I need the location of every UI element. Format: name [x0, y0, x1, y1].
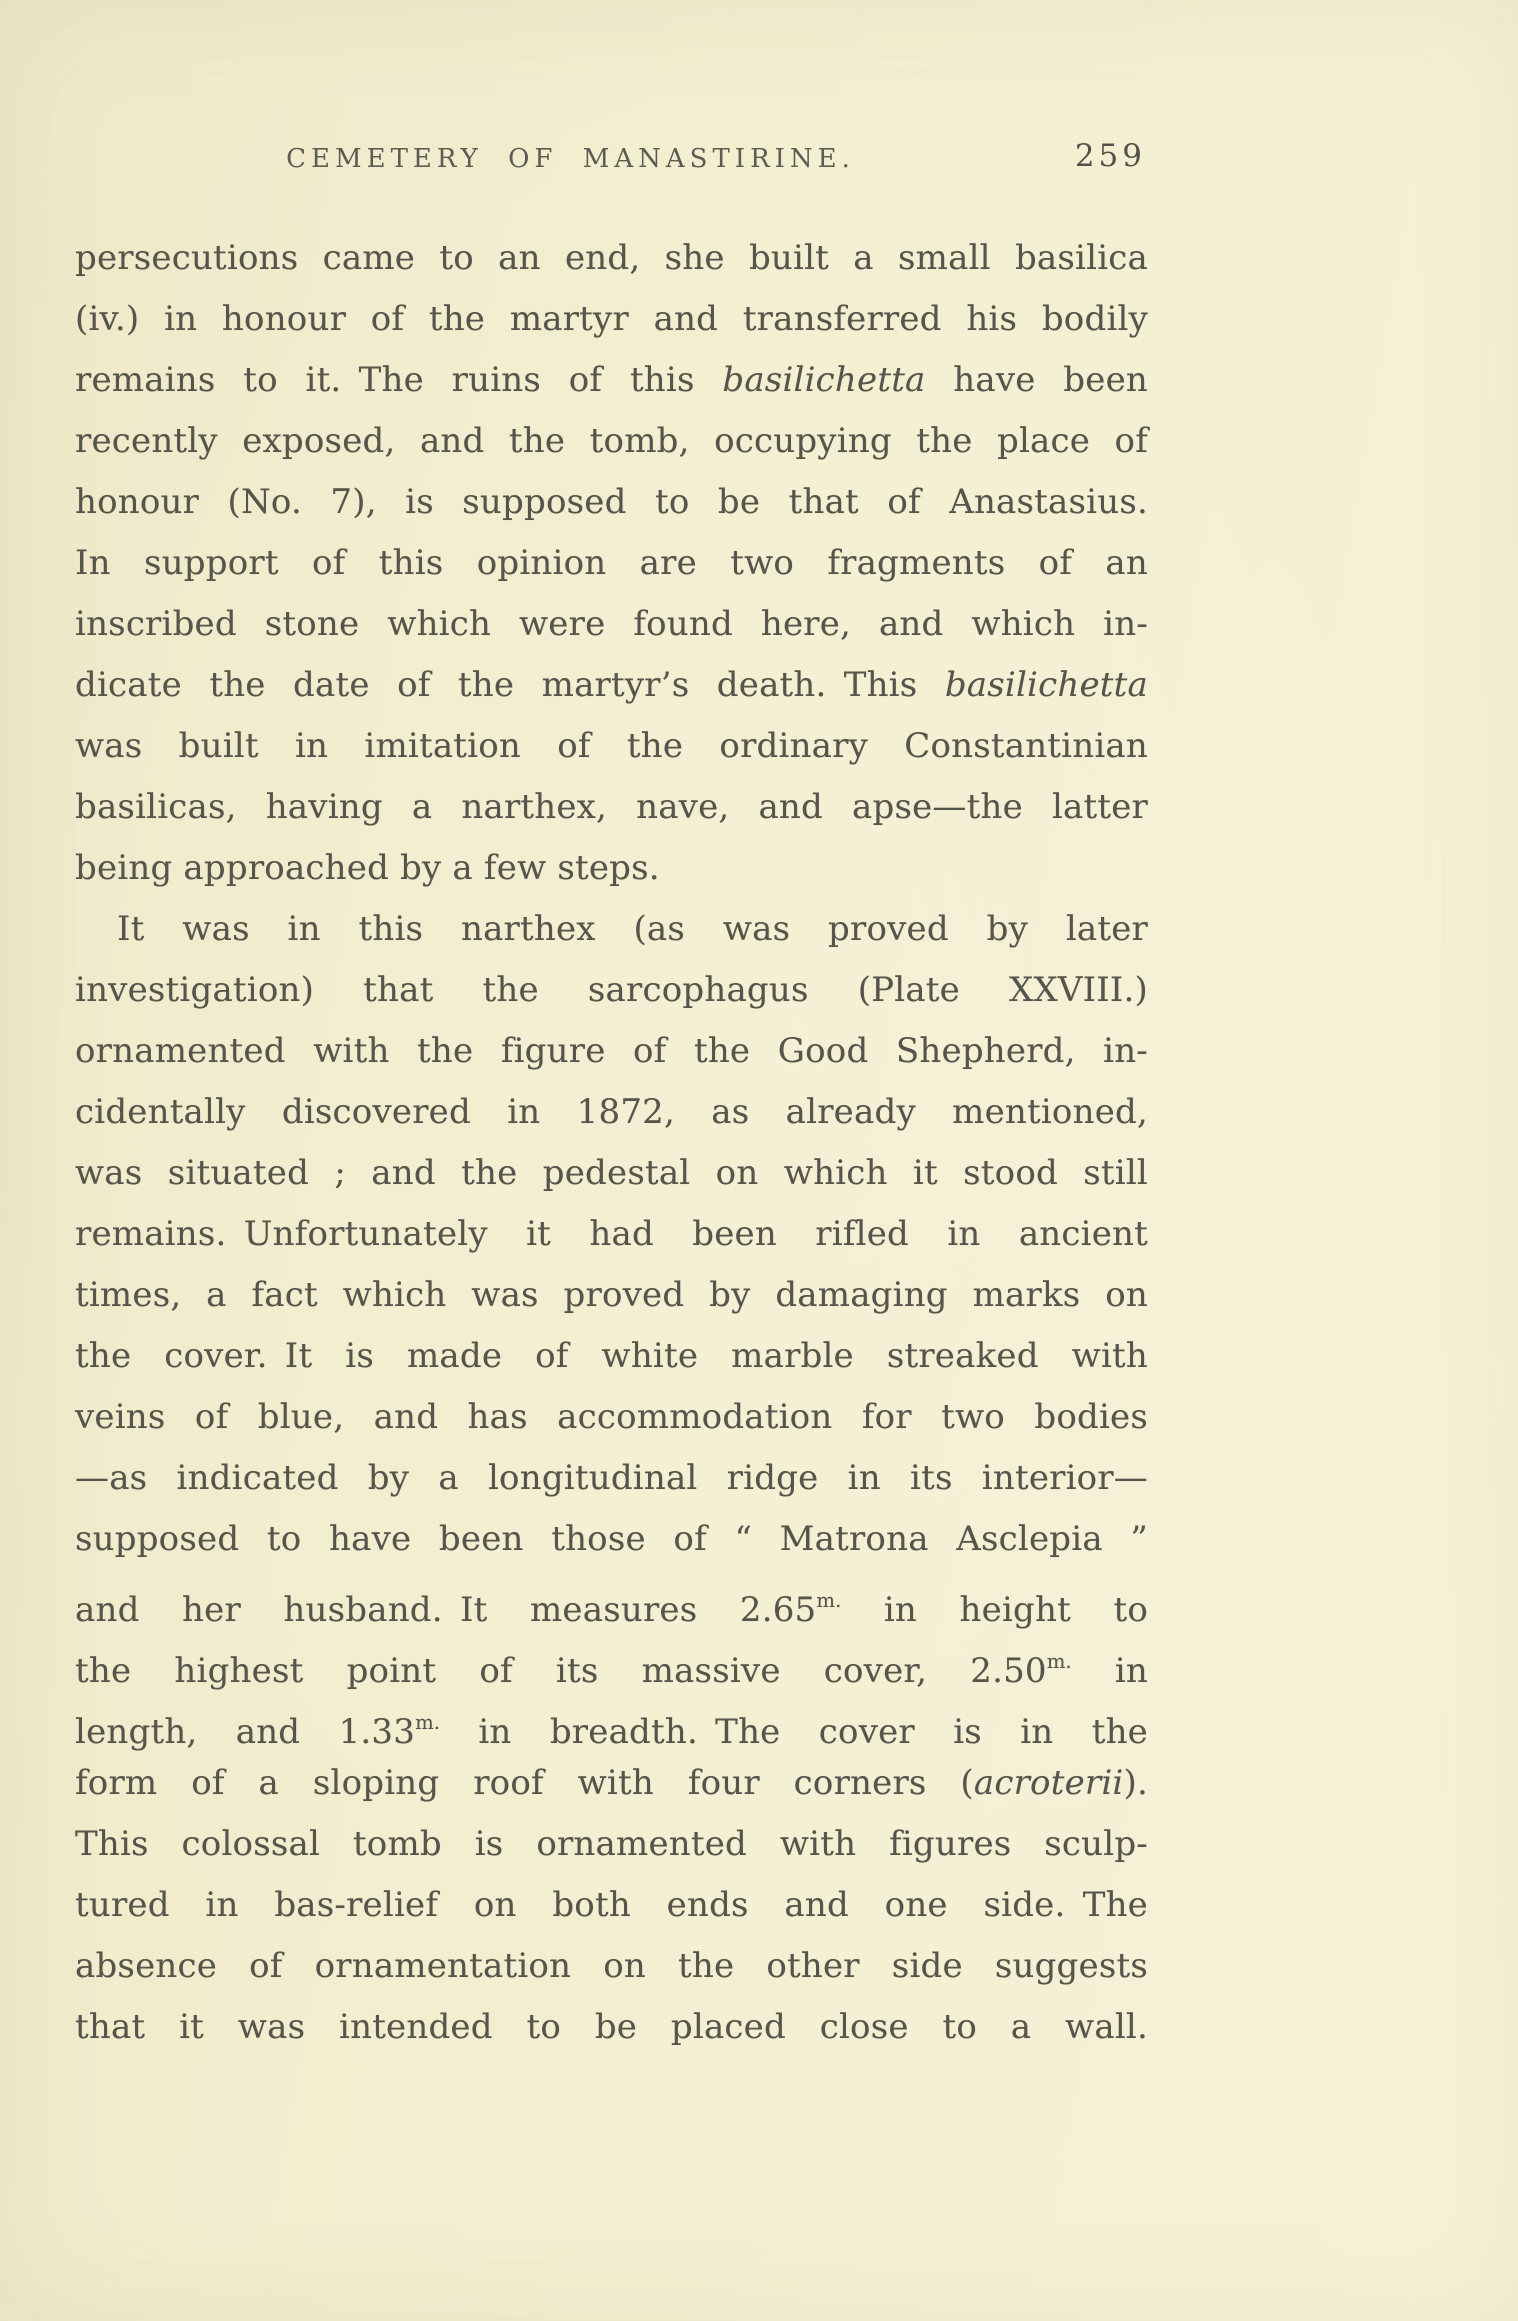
superscript-unit: m. [816, 1589, 842, 1612]
text-line [75, 1387, 1148, 1448]
text-segment: was built in imitation of the ordinary Constantinian [75, 726, 1148, 766]
text-line [75, 289, 1148, 350]
text-line [75, 1753, 1148, 1814]
text-line [75, 655, 1148, 716]
paragraph [75, 228, 1148, 899]
text-segment: times, a fact which was proved by damaging marks on [75, 1275, 1148, 1315]
text-line [75, 1814, 1148, 1875]
text-segment: supposed to have been those of “ Matrona Asclepia ” [75, 1519, 1148, 1559]
text-line [75, 716, 1148, 777]
text-segment: inscribed stone which were found here, and which in- [75, 604, 1148, 644]
text-segment: cidentally discovered in 1872, as already mentioned, [75, 1092, 1148, 1132]
page-body [75, 228, 1148, 2058]
text-line [75, 1265, 1148, 1326]
superscript-unit: m. [415, 1711, 441, 1734]
text-segment: honour (No. 7), is supposed to be that of Anastasius. [75, 482, 1148, 522]
text-line [75, 1875, 1148, 1936]
text-segment: recently exposed, and the tomb, occupying the place of [75, 421, 1148, 461]
text-segment: the highest point of its massive cover, 2.50 [75, 1651, 1047, 1691]
text-segment: ). [1123, 1763, 1148, 1803]
text-segment: was situated ; and the pedestal on which it stood still [75, 1153, 1148, 1193]
superscript-unit: m. [1046, 1650, 1072, 1673]
italic-text: basilichetta [944, 665, 1148, 705]
page-header [75, 138, 1148, 184]
text-segment: and her husband. It measures 2.65 [75, 1590, 817, 1630]
text-line [75, 350, 1148, 411]
text-segment: that it was intended to be placed close to a wall. [75, 2007, 1148, 2047]
text-line [75, 1326, 1148, 1387]
text-line [75, 777, 1148, 838]
text-segment: basilicas, having a narthex, nave, and apse—the latter [75, 787, 1148, 827]
text-segment: ornamented with the figure of the Good Shepherd, in- [75, 1031, 1148, 1071]
text-line [75, 838, 1148, 899]
text-segment: form of a sloping roof with four corners ( [75, 1763, 974, 1803]
text-segment: the cover. It is made of white marble streaked with [75, 1336, 1148, 1376]
text-line [75, 533, 1148, 594]
page-number: 259 [1074, 138, 1146, 174]
text-line [75, 1570, 1148, 1631]
italic-text: basilichetta [722, 360, 926, 400]
text-segment: persecutions came to an end, she built a small basilica [75, 238, 1148, 278]
text-line [75, 1936, 1148, 1997]
text-segment: in height to [841, 1590, 1148, 1630]
text-segment: being approached by a few steps. [75, 848, 660, 888]
text-line [75, 1631, 1148, 1692]
text-line [75, 228, 1148, 289]
text-segment: veins of blue, and has accommodation for two bodies [75, 1397, 1148, 1437]
text-segment: in breadth. The cover is in the [440, 1712, 1148, 1752]
text-segment: In support of this opinion are two fragments of an [75, 543, 1148, 583]
text-line [75, 1509, 1148, 1570]
text-line [75, 1997, 1148, 2058]
text-segment: investigation) that the sarcophagus (Plate XXVIII.) [75, 970, 1148, 1010]
text-line [75, 960, 1148, 1021]
text-line [75, 472, 1148, 533]
text-line [75, 594, 1148, 655]
running-title: CEMETERY OF MANASTIRINE. [286, 144, 855, 174]
text-line [75, 1448, 1148, 1509]
italic-text: acroterii [973, 1763, 1124, 1803]
text-segment: It was in this narthex (as was proved by later [117, 909, 1148, 949]
text-line [75, 1204, 1148, 1265]
text-segment: absence of ornamentation on the other side suggests [75, 1946, 1148, 1986]
paragraph [75, 899, 1148, 2058]
text-line [75, 899, 1148, 960]
text-segment: This colossal tomb is ornamented with figures sculp- [75, 1824, 1148, 1864]
text-segment: dicate the date of the martyr’s death. This [75, 665, 945, 705]
text-line [75, 1692, 1148, 1753]
text-segment: (iv.) in honour of the martyr and transferred his bodily [75, 299, 1148, 339]
text-segment: tured in bas-relief on both ends and one side. The [75, 1885, 1148, 1925]
text-line [75, 411, 1148, 472]
text-line [75, 1021, 1148, 1082]
text-segment: remains. Unfortunately it had been rifled in ancient [75, 1214, 1148, 1254]
text-segment: —as indicated by a longitudinal ridge in its interior— [75, 1458, 1148, 1498]
text-line [75, 1143, 1148, 1204]
text-line [75, 1082, 1148, 1143]
text-segment: have been [925, 360, 1148, 400]
text-segment: length, and 1.33 [75, 1712, 416, 1752]
text-segment: in [1071, 1651, 1148, 1691]
text-segment: remains to it. The ruins of this [75, 360, 723, 400]
